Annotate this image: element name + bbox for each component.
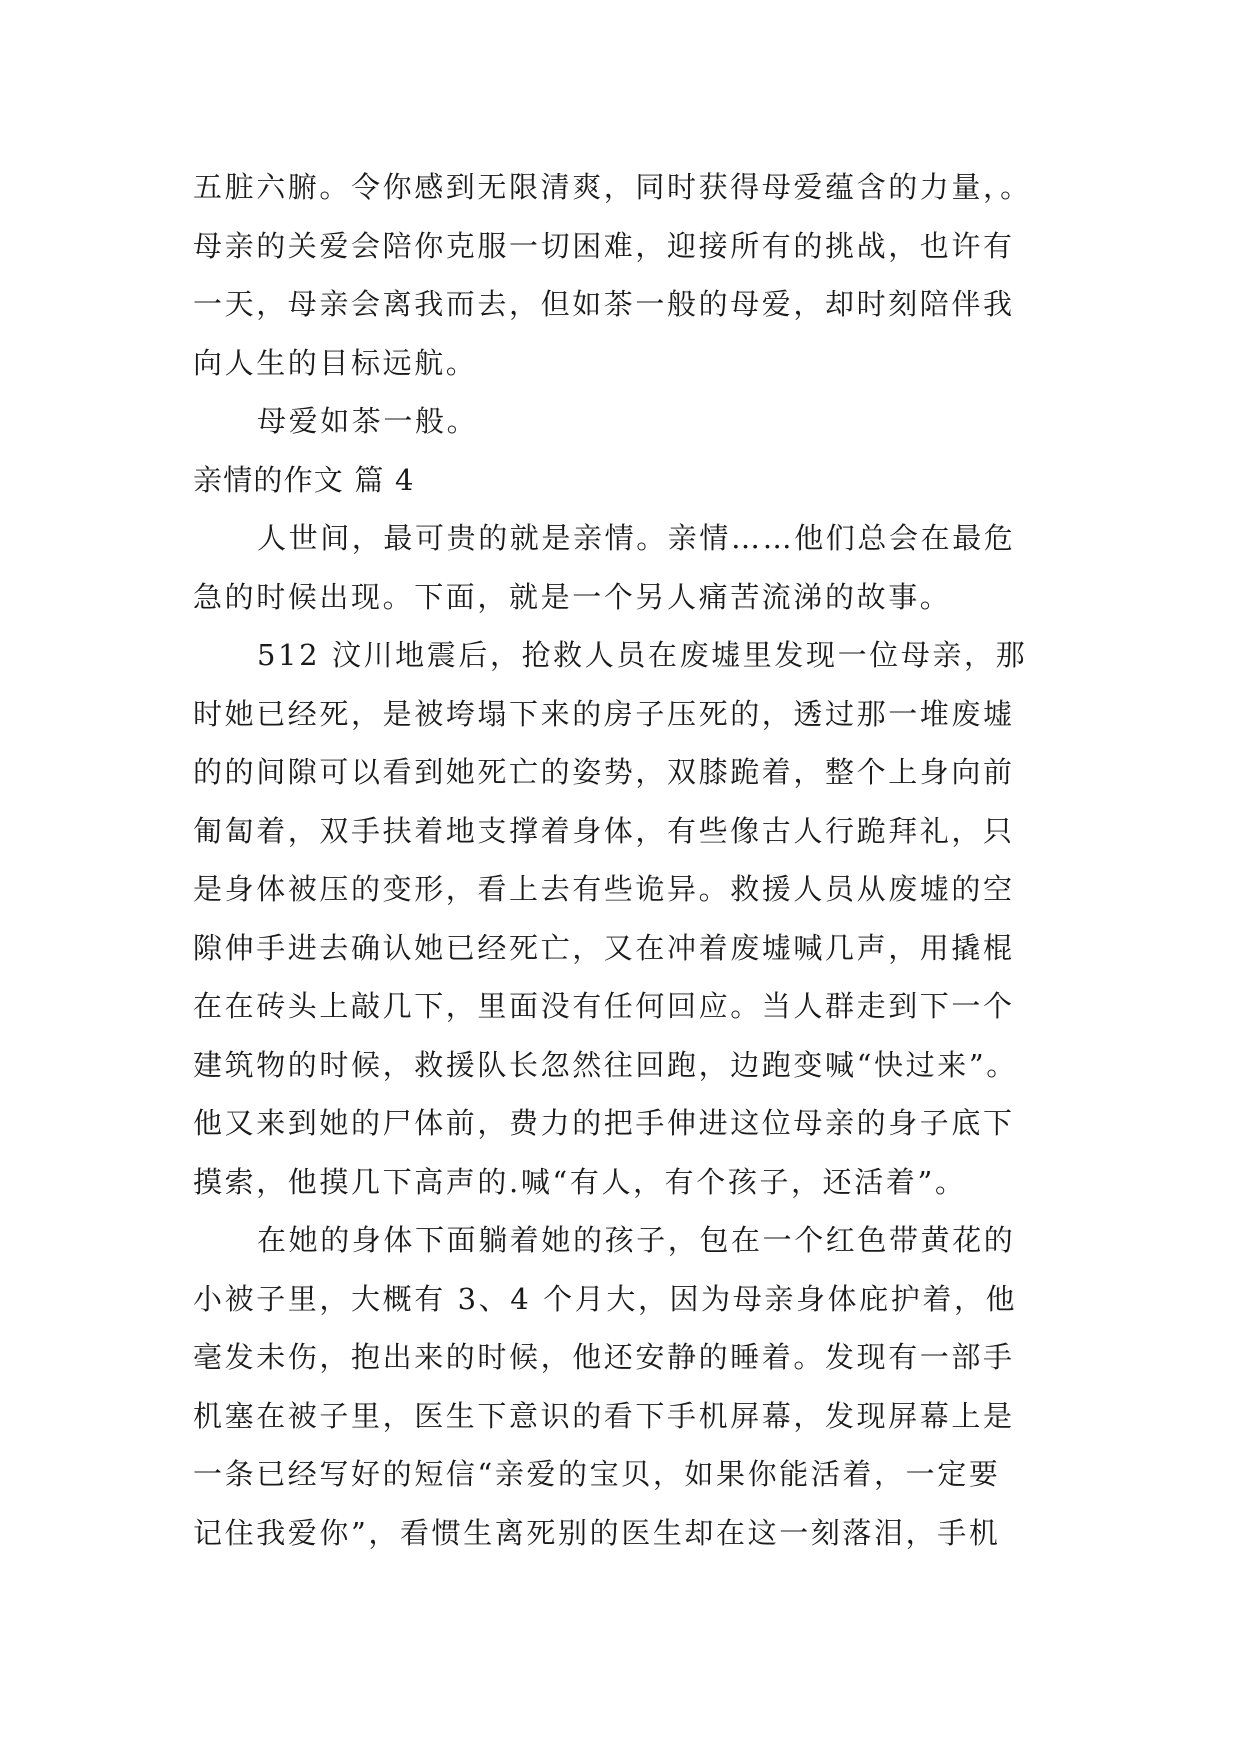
document-page <box>193 158 1063 1562</box>
text-line: 急的时候出现。下面，就是一个另人痛苦流涕的故事。 <box>193 579 952 614</box>
text-line: 机塞在被子里，医生下意识的看下手机屏幕，发现屏幕上是 <box>193 1398 1015 1433</box>
text-line: 人世间，最可贵的就是亲情。亲情……他们总会在最危 <box>257 521 1016 555</box>
section-heading: 亲情的作文 篇 4 <box>193 462 415 497</box>
text-line: 是身体被压的变形，看上去有些诡异。救援人员从废墟的空 <box>193 872 1015 906</box>
text-line: 母亲的关爱会陪你克服一切困难，迎接所有的挑战，也许有 <box>193 228 1015 263</box>
text-line: 小被子里，大概有 3、4 个月大，因为母亲身体庇护着，他 <box>193 1281 1018 1316</box>
text-line: 建筑物的时候，救援队长忽然往回跑，边跑变喊“快过来”。 <box>193 1047 1018 1082</box>
text-line: 毫发未伤，抱出来的时候，他还安静的睡着。发现有一部手 <box>193 1340 1015 1374</box>
text-line: 匍匐着，双手扶着地支撑着身体，有些像古人行跪拜礼，只 <box>193 813 1015 848</box>
text-line: 一天，母亲会离我而去，但如茶一般的母爱，却时刻陪伴我 <box>193 287 1015 321</box>
text-line: 摸索，他摸几下高声的.喊“有人，有个孩子，还活着”。 <box>193 1164 967 1199</box>
text-line: 在她的身体下面躺着她的孩子，包在一个红色带黄花的 <box>257 1223 1016 1257</box>
text-line: 向人生的目标远航。 <box>193 345 478 380</box>
text-line: 在在砖头上敲几下，里面没有任何回应。当人群走到下一个 <box>193 989 1015 1023</box>
text-line: 的的间隙可以看到她死亡的姿势，双膝跪着，整个上身向前 <box>193 755 1015 789</box>
text-line: 他又来到她的尸体前，费力的把手伸进这位母亲的身子底下 <box>193 1106 1015 1140</box>
text-line: 母爱如茶一般。 <box>257 404 479 438</box>
text-line: 五脏六腑。令你感到无限清爽，同时获得母爱蕴含的力量，。 <box>193 170 1032 204</box>
text-line: 隙伸手进去确认她已经死亡，又在冲着废墟喊几声，用撬棍 <box>193 930 1015 965</box>
text-line: 时她已经死，是被垮塌下来的房子压死的，透过那一堆废墟 <box>193 696 1015 731</box>
text-line: 512 汶川地震后，抢救人员在废墟里发现一位母亲，那 <box>257 638 1028 672</box>
text-line: 记住我爱你”，看惯生离死别的医生却在这一刻落泪，手机 <box>193 1515 1001 1550</box>
text-line: 一条已经写好的短信“亲爱的宝贝，如果你能活着，一定要 <box>193 1457 1001 1491</box>
